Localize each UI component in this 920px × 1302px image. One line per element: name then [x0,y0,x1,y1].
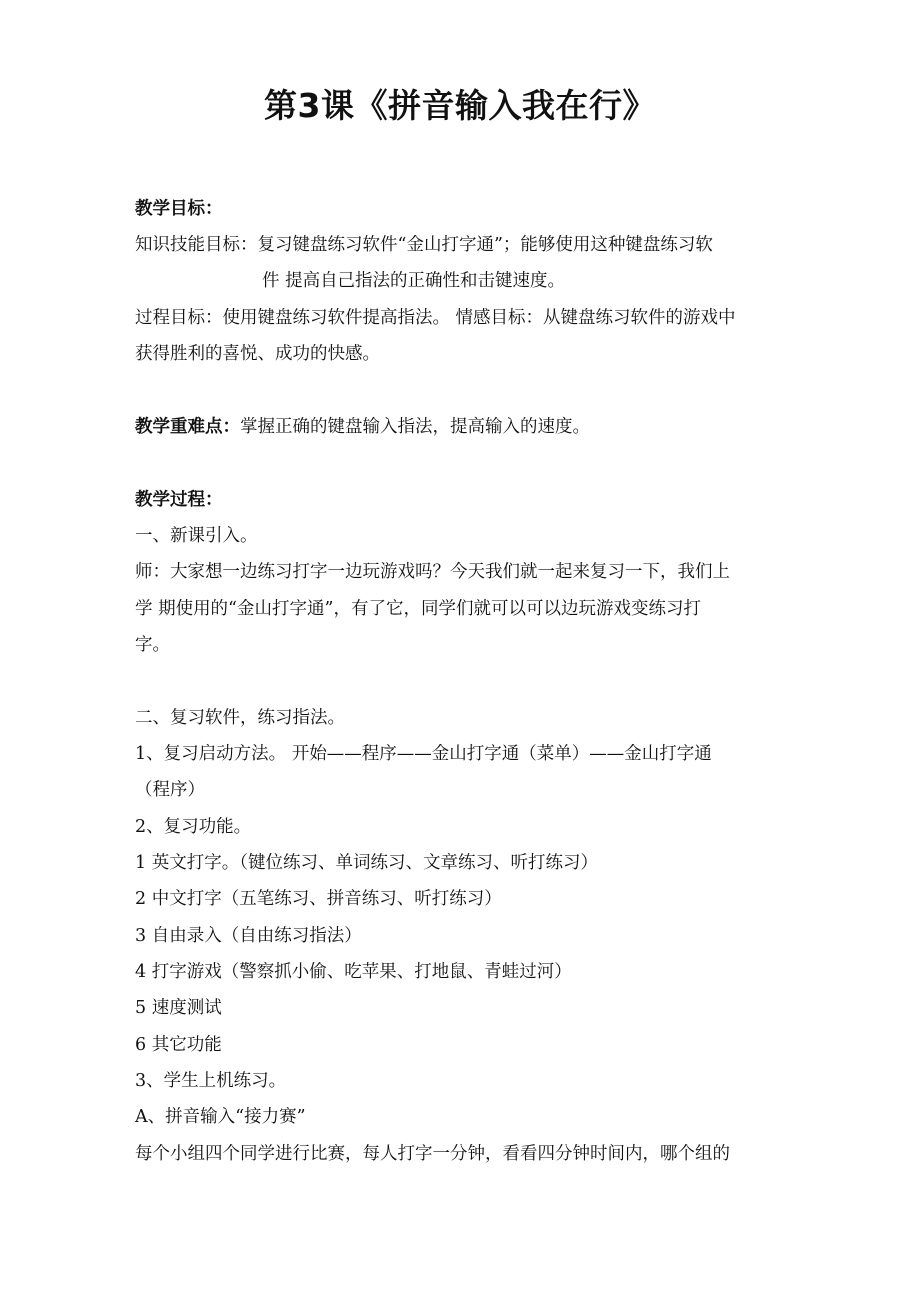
step-3-heading: 3、学生上机练习。 [135,1071,287,1091]
process-objective-line-1: 过程目标：使用键盘练习软件提高指法。 情感目标：从键盘练习软件的游戏中 [135,308,736,328]
feature-item: 5 速度测试 [135,998,222,1018]
feature-item: 2 中文打字（五笔练习、拼音练习、听打练习） [135,889,502,909]
feature-item: 3 自由录入（自由练习指法） [135,926,362,946]
step-1-line-1: 1、复习启动方法。 开始——程序——金山打字通（菜单）——金山打字通 [135,744,712,764]
feature-item: 6 其它功能 [135,1035,222,1055]
key-points-text: 掌握正确的键盘输入指法，提高输入的速度。 [240,417,590,437]
step-1-line-2: （程序） [135,780,205,800]
knowledge-objective-line-1: 知识技能目标：复习键盘练习软件“金山打字通”；能够使用这种键盘练习软 [135,235,713,255]
activity-a-heading: A、拼音输入“接力赛” [135,1107,306,1127]
step-2-heading: 2、复习功能。 [135,817,252,837]
objectives-heading: 教学目标： [135,199,223,219]
key-points-heading: 教学重难点： [135,417,240,437]
teacher-line-1: 师：大家想一边练习打字一边玩游戏吗？今天我们就一起来复习一下，我们上 [135,562,730,582]
knowledge-objective-line-2: 件 提高自己指法的正确性和击键速度。 [262,271,566,291]
process-objective-line-2: 获得胜利的喜悦、成功的快感。 [135,344,380,364]
activity-description: 每个小组四个同学进行比赛，每人打字一分钟，看看四分钟时间内，哪个组的 [135,1144,730,1164]
key-points-paragraph [135,414,785,440]
teacher-line-3: 字。 [135,635,170,655]
process-heading: 教学过程： [135,490,223,510]
feature-item: 1 英文打字。（键位练习、单词练习、文章练习、听打练习） [135,853,598,873]
feature-item: 4 打字游戏（警察抓小偷、吃苹果、打地鼠、青蛙过河） [135,962,572,982]
section-2-heading: 二、复习软件，练习指法。 [135,708,345,728]
teacher-line-2: 学 期使用的“金山打字通”，有了它，同学们就可以可以边玩游戏变练习打 [135,599,701,619]
section-1-heading: 一、新课引入。 [135,526,258,546]
document-title: 第3课《拼音输入我在行》 [264,86,656,125]
